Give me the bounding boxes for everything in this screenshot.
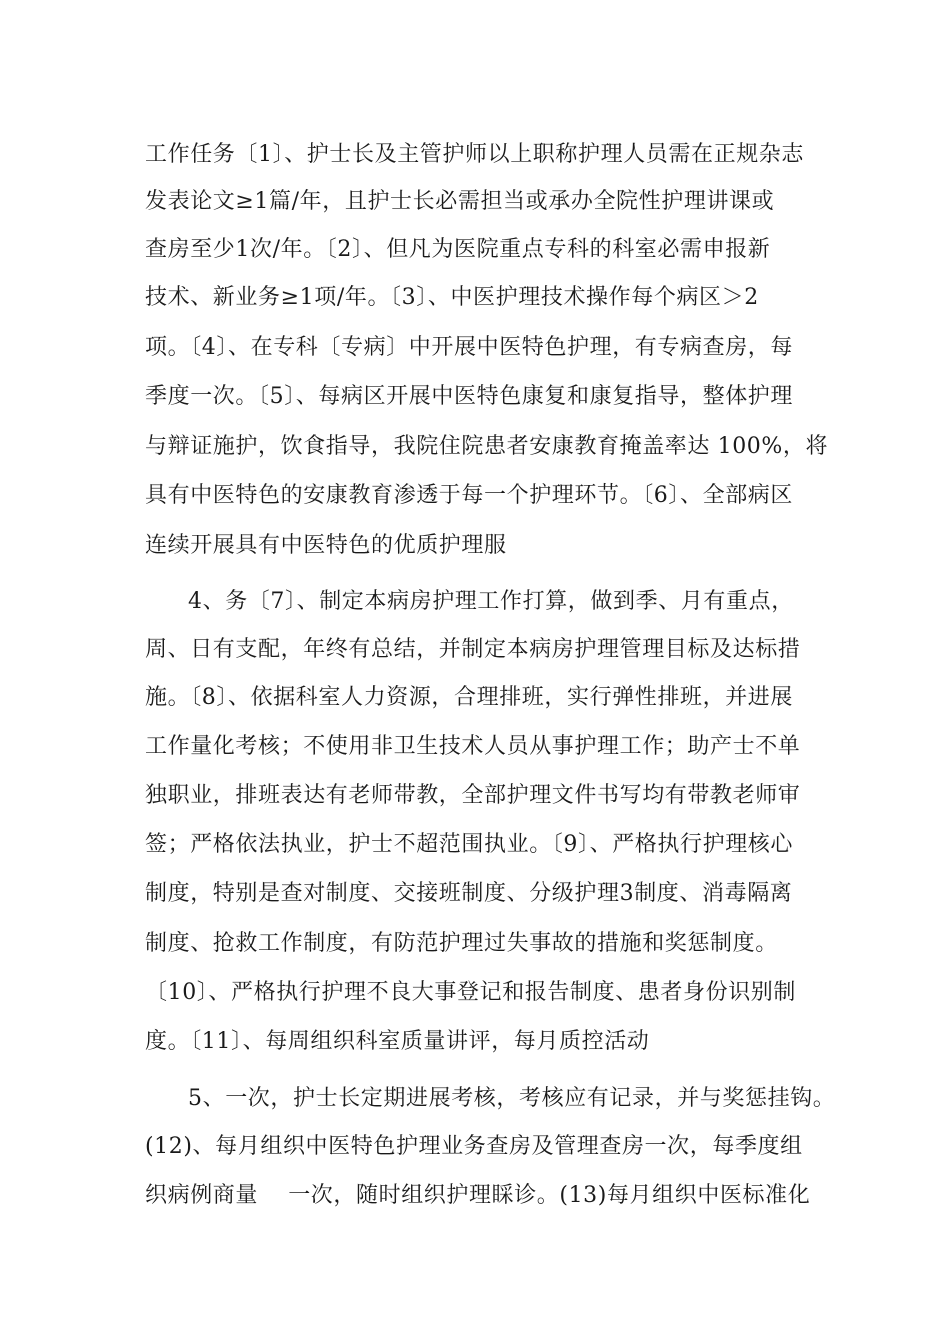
text-line: 连续开展具有中医特色的优质护理服 (145, 533, 507, 558)
text-line: 具有中医特色的安康教育渗透于每一个护理环节。〔6〕、全部病区 (145, 483, 793, 508)
text-line: 度。〔11〕、每周组织科室质量讲评，每月质控活动 (145, 1029, 650, 1054)
text-line: 查房至少1次/年。〔2〕、但凡为医院重点专科的科室必需申报新 (145, 237, 771, 262)
text-line: 制度，特别是查对制度、交接班制度、分级护理3制度、消毒隔离 (145, 881, 793, 906)
text-line: 发表论文≥1篇/年，且护士长必需担当或承办全院性护理讲课或 (145, 189, 775, 214)
text-line: 〔10〕、严格执行护理不良大事登记和报告制度、患者身份识别制 (145, 980, 796, 1005)
text-line: 签；严格依法执业，护士不超范围执业。〔9〕、严格执行护理核心 (145, 832, 793, 857)
text-line: 周、日有支配，年终有总结，并制定本病房护理管理目标及达标措 (145, 637, 801, 662)
text-line: 4、务〔7〕、制定本病房护理工作打算，做到季、月有重点， (188, 589, 794, 614)
text-line: 工作任务〔1〕、护士长及主管护师以上职称护理人员需在正规杂志 (145, 142, 804, 167)
text-line: 工作量化考核；不使用非卫生技术人员从事护理工作；助产士不单 (145, 734, 801, 759)
text-line: 施。〔8〕、依据科室人力资源，合理排班，实行弹性排班，并进展 (145, 685, 793, 710)
text-line: (12)、每月组织中医特色护理业务查房及管理查房一次，每季度组 (145, 1134, 803, 1159)
text-line: 技术、新业务≥1项/年。〔3〕、中医护理技术操作每个病区＞2 (145, 285, 759, 310)
text-line: 织病例商量 一次，随时组织护理睬诊。(13)每月组织中医标准化 (145, 1183, 811, 1208)
text-line: 季度一次。〔5〕、每病区开展中医特色康复和康复指导，整体护理 (145, 384, 793, 409)
text-line: 制度、抢救工作制度，有防范护理过失事故的措施和奖惩制度。 (145, 931, 778, 956)
text-line: 项。〔4〕、在专科〔专病〕中开展中医特色护理，有专病查房，每 (145, 335, 793, 360)
text-line: 5、一次，护士长定期进展考核，考核应有记录，并与奖惩挂钩。 (188, 1086, 836, 1111)
text-line: 独职业，排班表达有老师带教，全部护理文件书写均有带教老师审 (145, 783, 801, 808)
text-line: 与辩证施护，饮食指导，我院住院患者安康教育掩盖率达 100%，将 (145, 434, 829, 459)
